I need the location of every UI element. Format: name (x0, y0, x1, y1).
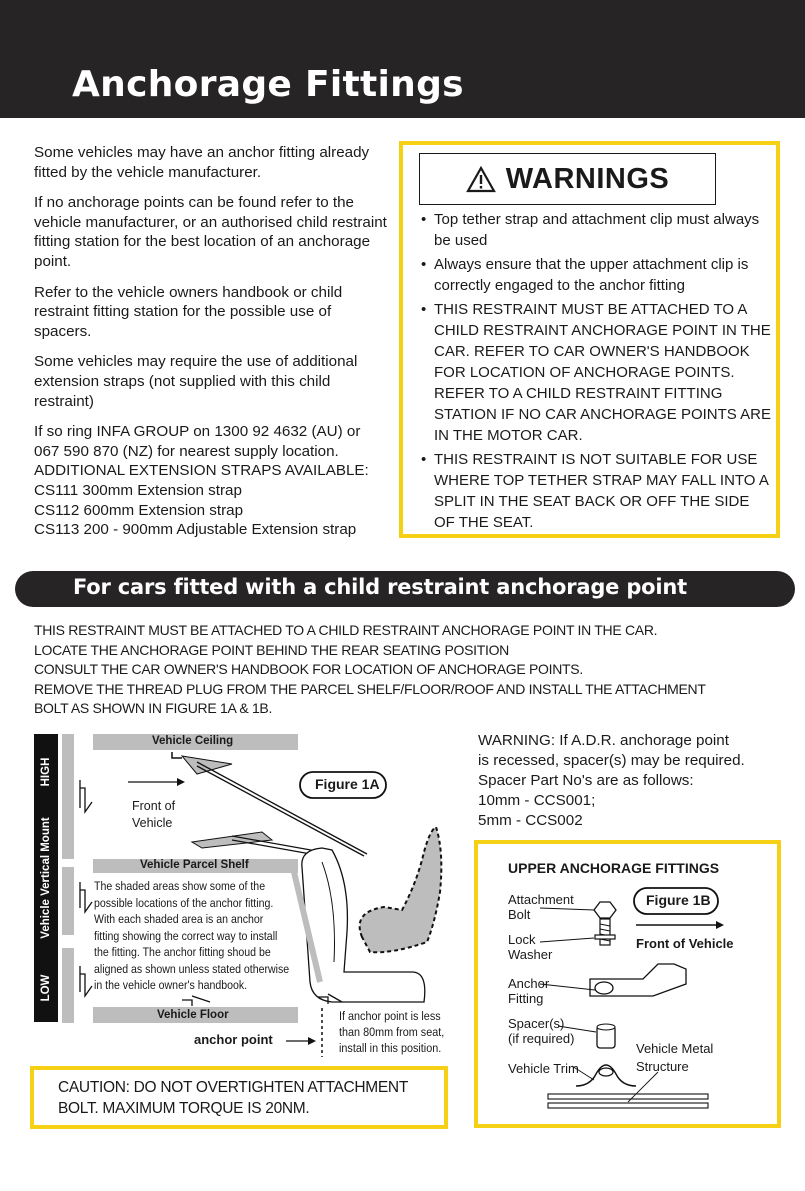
warning-triangle-icon (466, 166, 496, 193)
parcel-shelf-label: Vehicle Parcel Shelf (140, 859, 249, 871)
note-line: in the vehicle owner's handbook. (94, 978, 248, 992)
section-banner (15, 571, 795, 607)
supply-line: If so ring INFA GROUP on 1300 92 4632 (AU) or (34, 423, 361, 441)
floor-label: Vehicle Floor (157, 1009, 229, 1021)
anchor-point-label: anchor point (194, 1032, 273, 1047)
instruction-line: LOCATE THE ANCHORAGE POINT BEHIND THE REAR SEATING POSITION (34, 641, 509, 658)
supply-line: ADDITIONAL EXTENSION STRAPS AVAILABLE: (34, 462, 369, 480)
note-line: fitting showing the correct way to install (94, 928, 278, 943)
upper-anchorage-title: UPPER ANCHORAGE FITTINGS (508, 860, 720, 876)
lock-washer-label (508, 932, 552, 962)
adr-line: WARNING: If A.D.R. anchorage point (478, 732, 729, 749)
note-line: If anchor point is less (339, 1009, 441, 1023)
note-line: the fitting. The anchor fitting shoud be (94, 945, 271, 959)
low-label: LOW (40, 974, 52, 1002)
warning-item: • Top tether strap and attachment clip must always be used (421, 209, 773, 251)
front-of-vehicle-label: Front of Vehicle (636, 936, 734, 951)
anchor-fitting-label (508, 976, 549, 1006)
instruction-line: BOLT AS SHOWN IN FIGURE 1A & 1B. (34, 700, 273, 717)
high-label: HIGH (40, 757, 52, 787)
figure-1a-label: Figure 1A (315, 776, 380, 792)
adr-warning (478, 731, 778, 831)
supply-line: 067 590 870 (NZ) for nearest supply location. (34, 442, 339, 460)
intro-paragraph: If no anchorage points can be found refer to the vehicle manufacturer, or an authorised child restraint fitting station for the best location of an anchorage point. (34, 194, 387, 270)
intro-text (34, 143, 389, 540)
supply-line: CS112 600mm Extension strap (34, 501, 244, 519)
warning-item: • THIS RESTRAINT IS NOT SUITABLE FOR USE WHERE TOP TETHER STRAP MAY FALL INTO A SPLIT IN THE SEAT BACK OR OFF THE SIDE OF THE SEAT. (421, 449, 773, 533)
instruction-line: THIS RESTRAINT MUST BE ATTACHED TO A CHILD RESTRAINT ANCHORAGE POINT IN THE CAR. (34, 622, 658, 638)
adr-line: 5mm - CCS002 (478, 812, 583, 829)
label-line: Anchor (508, 976, 550, 991)
attachment-bolt-label (508, 892, 574, 922)
label-line: Washer (508, 947, 553, 962)
shaded-areas-note (94, 878, 289, 994)
intro-paragraph: Some vehicles may have an anchor fitting already fitted by the vehicle manufacturer. (34, 144, 370, 181)
front-of-vehicle-label (132, 798, 175, 832)
warnings-title: WARNINGS (505, 162, 670, 195)
vehicle-metal-structure-label (636, 1040, 713, 1076)
label-line: Fitting (508, 991, 544, 1006)
instruction-line: CONSULT THE CAR OWNER'S HANDBOOK FOR LOCATION OF ANCHORAGE POINTS. (34, 661, 583, 678)
note-line: With each shaded area is an anchor (94, 912, 264, 926)
label-line: Bolt (508, 907, 531, 922)
figure-1a (32, 732, 462, 1062)
less-than-note (339, 1008, 444, 1056)
note-line: The shaded areas show some of the (94, 879, 266, 893)
vertical-mount-label: Vehicle Vertical Mount (40, 817, 52, 939)
label-line: (if required) (508, 1031, 575, 1046)
figure-1b (474, 840, 781, 1128)
instruction-line: REMOVE THE THREAD PLUG FROM THE PARCEL SHELF/FLOOR/ROOF AND INSTALL THE ATTACHMENT (34, 680, 706, 697)
adr-line: is recessed, spacer(s) may be required. (478, 752, 745, 769)
note-line: aligned as shown unless stated otherwise (94, 961, 290, 976)
supply-line: CS111 300mm Extension strap (34, 481, 242, 499)
spacer-label (508, 1016, 574, 1046)
caution-line: CAUTION: DO NOT OVERTIGHTEN ATTACHMENT (58, 1079, 408, 1096)
label-line: Attachment (508, 892, 574, 907)
instructions (34, 621, 794, 719)
page-title: Anchorage Fittings (72, 64, 464, 105)
section-title: For cars fitted with a child restraint anchorage point (73, 575, 687, 599)
caution-box (30, 1066, 448, 1129)
label-line: Structure (636, 1059, 689, 1074)
warning-item: • THIS RESTRAINT MUST BE ATTACHED TO A CHILD RESTRAINT ANCHORAGE POINT IN THE CAR. REFER TO CAR OWNER'S HANDBOOK FOR LOCATION OF ANCHORAGE POINTS. REFER TO A CHILD RESTRAINT FITTING STATION IF NO CAR ANCHORAGE POINTS ARE IN THE MOTOR CAR. (421, 299, 773, 446)
note-line: than 80mm from seat, (339, 1025, 445, 1039)
label-line: Spacer(s) (508, 1016, 565, 1031)
adr-line: 10mm - CCS001; (478, 792, 596, 809)
warnings-list (421, 209, 773, 536)
ceiling-label: Vehicle Ceiling (152, 735, 234, 747)
figure-1b-label: Figure 1B (646, 892, 711, 908)
warnings-box (399, 141, 780, 538)
front-line: Front of (132, 799, 176, 813)
warnings-heading (419, 153, 716, 205)
label-line: Vehicle Metal (636, 1041, 714, 1056)
adr-line: Spacer Part No's are as follows: (478, 772, 694, 789)
caution-line: BOLT. MAXIMUM TORQUE IS 20NM. (58, 1100, 310, 1117)
vehicle-trim-label: Vehicle Trim (508, 1061, 579, 1076)
front-line: Vehicle (132, 816, 173, 830)
note-line: install in this position. (339, 1041, 442, 1055)
label-line: Lock (508, 932, 536, 947)
intro-paragraph: Refer to the vehicle owners handbook or child restraint fitting station for the possible use of spacers. (34, 283, 343, 340)
supply-info (34, 422, 389, 540)
intro-paragraph: Some vehicles may require the use of additional extension straps (not supplied with this child restraint) (34, 353, 358, 410)
supply-line: CS113 200 - 900mm Adjustable Extension strap (34, 521, 357, 539)
page-header (0, 0, 805, 118)
warning-item: • Always ensure that the upper attachment clip is correctly engaged to the anchor fitting (421, 254, 773, 296)
note-line: possible locations of the anchor fitting. (94, 895, 274, 910)
